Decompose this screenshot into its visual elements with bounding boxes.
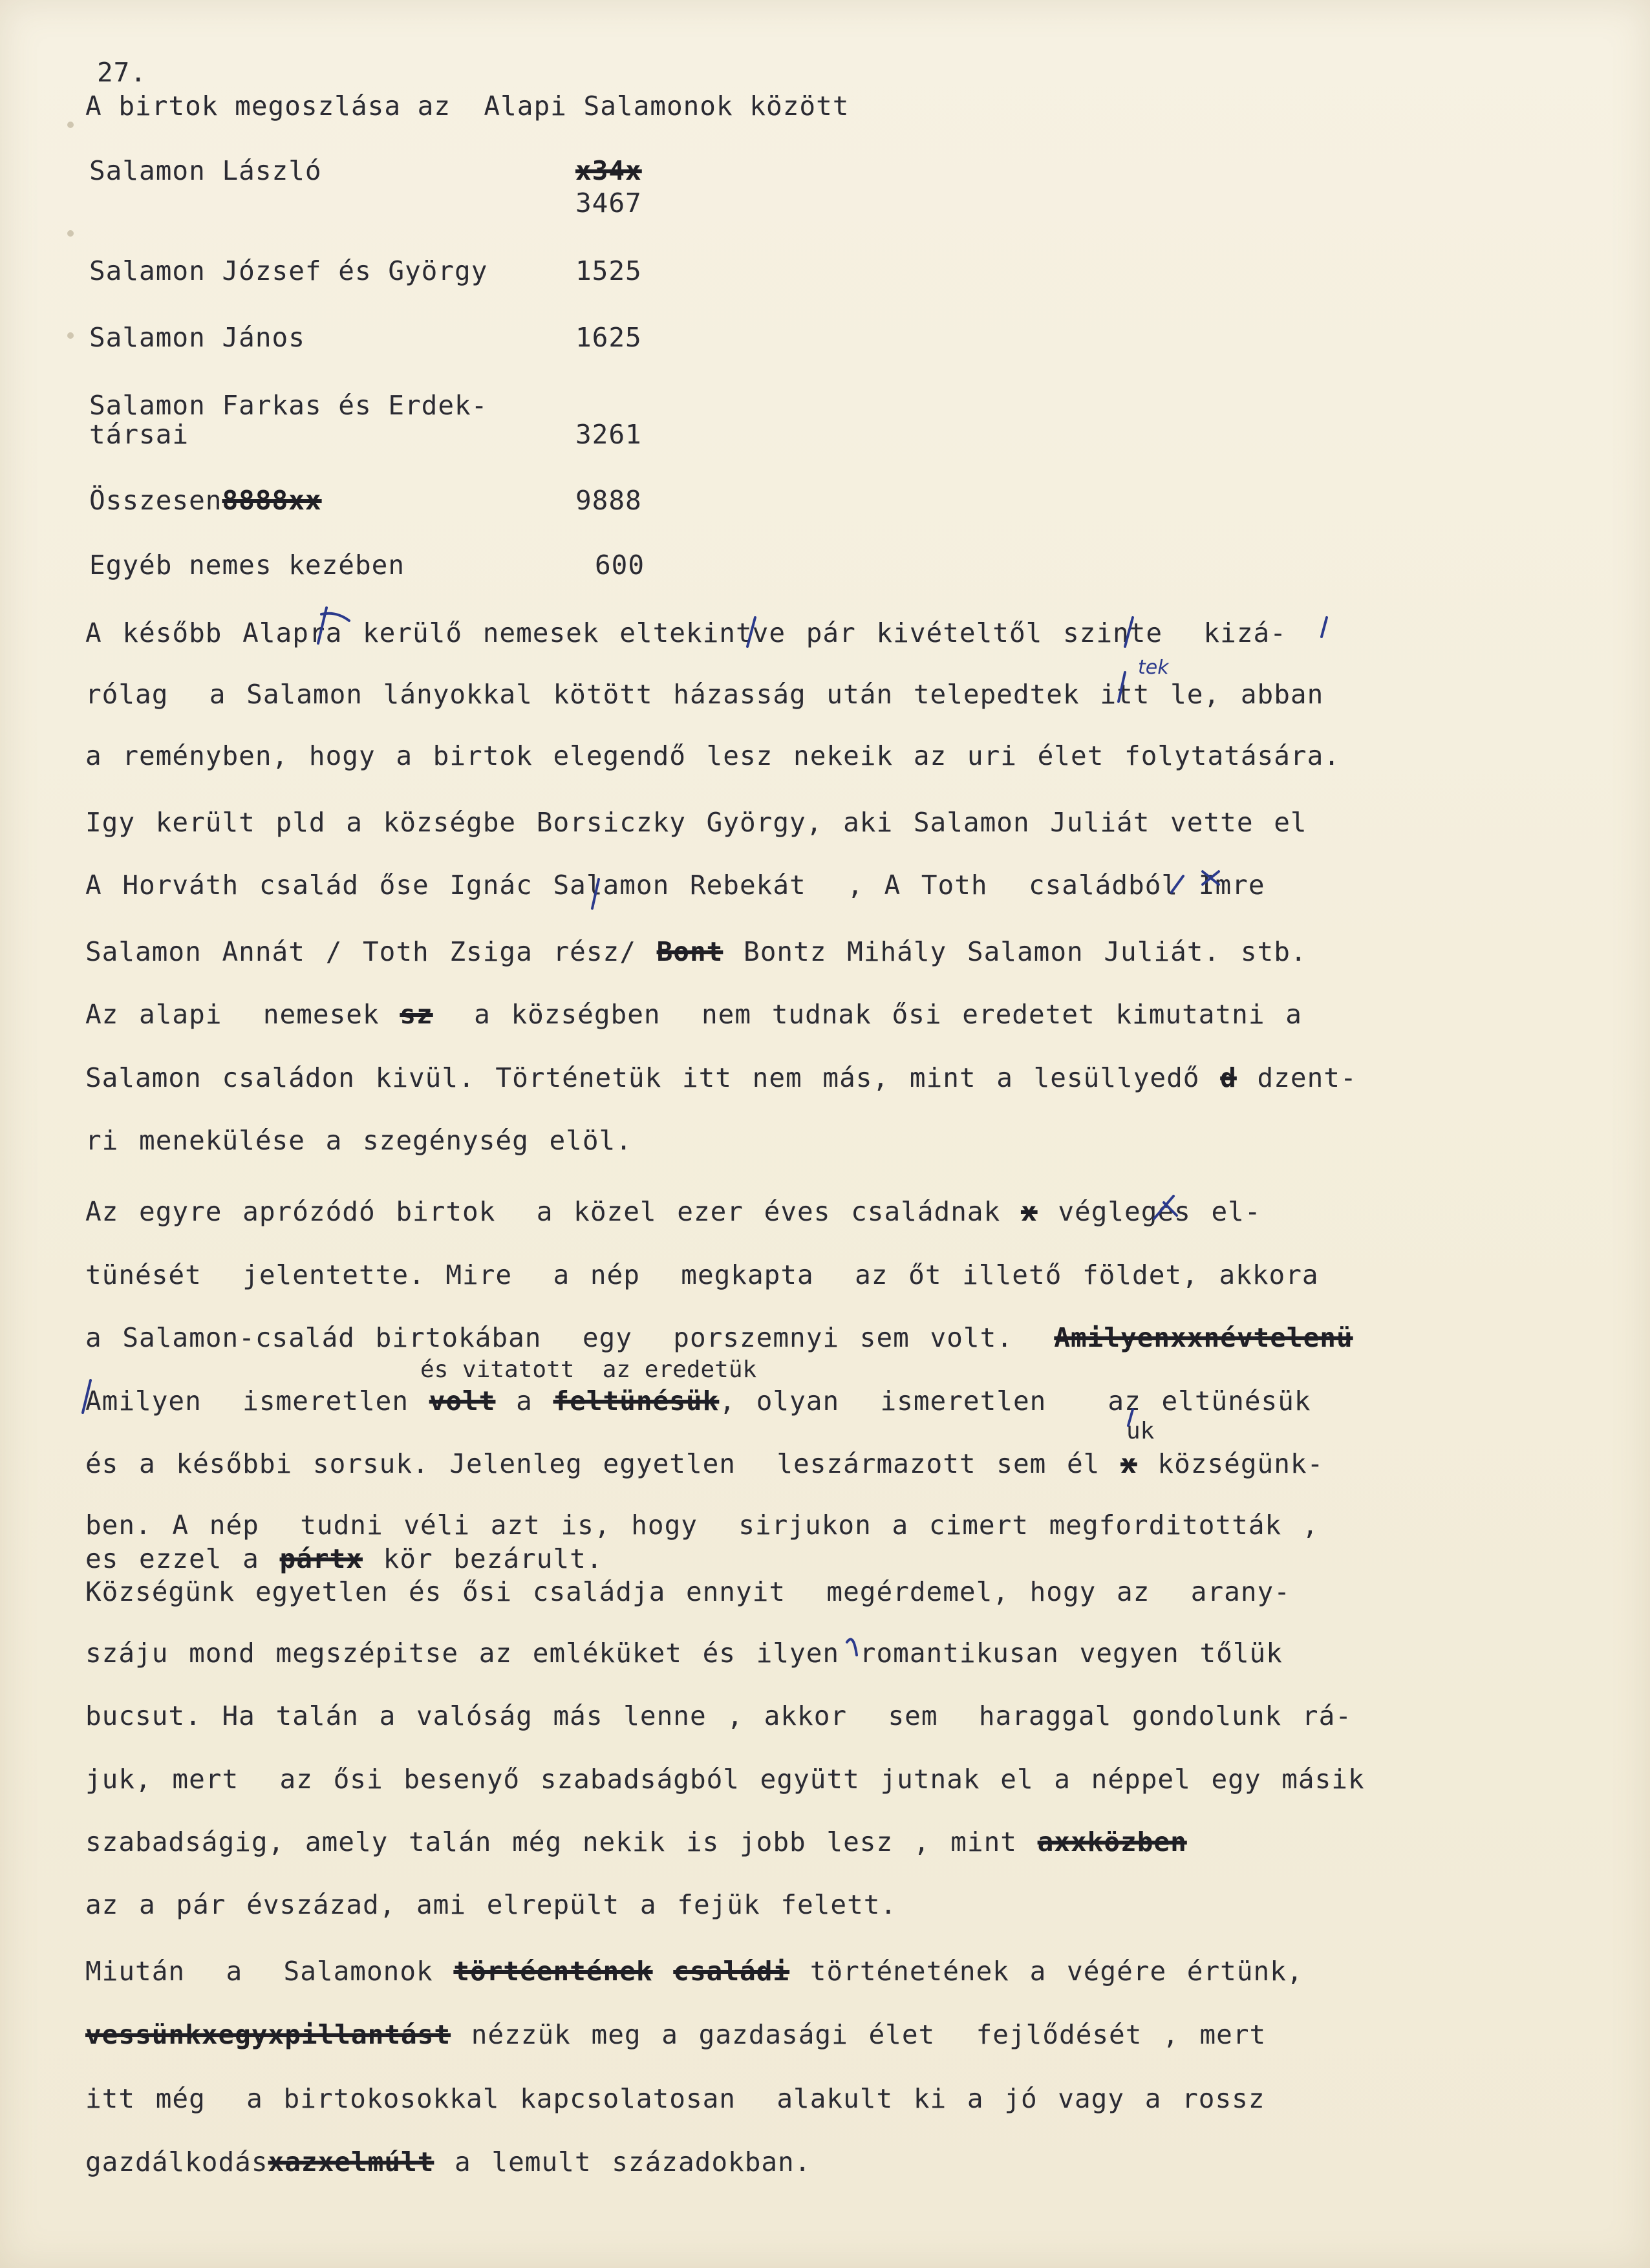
text-line: Salamon Annát / Toth Zsiga rész/ Bont Bontz Mihály Salamon Juliát. stb. [85,936,1307,967]
text-line: Az egyre aprózódó birtok a közel ezer éves családnak x végleges el- [85,1196,1261,1227]
text-line: a reményben, hogy a birtok elegendő lesz nekeik az uri élet folytatására. [85,740,1340,771]
handwritten-mark [747,617,755,647]
holding-value-struck: x34x [575,155,642,186]
handwritten-mark [1154,1196,1177,1219]
text-line: vessünkxegyxpillantást nézzük meg a gazdasági élet fejlődését , mert [85,2019,1267,2050]
text-line: Salamon családon kivül. Történetük itt nem más, mint a lesüllyedő d dzent- [85,1062,1357,1093]
handwritten-mark [1125,617,1133,647]
typed-insertion: és vitatott az eredetük [420,1356,757,1383]
handwritten-mark [1128,1409,1133,1426]
holding-name: Salamon József és György [89,255,488,286]
holding-value-total: 9888 [575,485,642,516]
text-line: itt még a birtokosokkal kapcsolatosan alakult ki a jó vagy a rossz [85,2083,1265,2114]
text-line: ri menekülése a szegénység elöl. [85,1125,632,1156]
holding-name: Salamon László [89,155,322,186]
handwritten-mark [592,879,599,908]
text-line: A Horváth család őse Ignác Salamon Rebekát , A Toth családból Imre [85,870,1265,901]
holding-name: Összesen8888xx [89,485,322,516]
holding-value: 1625 [575,322,642,353]
text-line: a Salamon-család birtokában egy porszemnyi sem volt. Amilyenxxnévtelenü [85,1322,1353,1353]
text-line: A később Alapra kerülő nemesek eltekintve pár kivételtől szinte kizá- [85,617,1287,648]
text-line: rólag a Salamon lányokkal kötött házasság után telepedtek itt le, abban [85,679,1324,710]
text-line: gazdálkodásxazxelmúlt a lemult századokban. [85,2146,811,2177]
page-number: 27. [97,57,147,88]
holding-name: Salamon János [89,322,305,353]
handwritten-mark [1203,872,1219,884]
text-line: Miután a Salamonok törtéentének családi történetének a végére értünk, [85,1956,1303,1987]
holding-name-cont: társai [89,419,189,450]
handwritten-mark [83,1380,91,1413]
text-line: és a későbbi sorsuk. Jelenleg egyetlen leszármazott sem él x községünk- [85,1448,1324,1479]
handwritten-insertion: tek [1138,656,1169,679]
holding-value: 3261 [575,419,642,450]
text-line: es ezzel a pártx kör bezárult. [85,1543,603,1574]
typed-insertion: uk [1126,1418,1155,1444]
handwritten-mark [1322,617,1327,637]
holding-name: Salamon Farkas és Erdek- [89,390,488,421]
holding-value: 1525 [575,255,642,286]
text-line: Igy került pld a községbe Borsiczky György, aki Salamon Juliát vette el [85,807,1307,838]
holding-value: 3467 [575,187,642,219]
handwritten-mark [1119,672,1125,701]
text-line: Az alapi nemesek sz a községben nem tudnak ősi eredetet kimutatni a [85,999,1302,1030]
page-title: A birtok megoszlása az Alapi Salamonok között [85,91,850,122]
text-line: tünését jelentette. Mire a nép megkapta az őt illető földet, akkora [85,1259,1319,1290]
holding-value: 600 [595,550,645,581]
text-line: ben. A nép tudni véli azt is, hogy sirjukon a cimert megforditották , [85,1510,1319,1541]
text-line: száju mond megszépitse az emléküket és ilyen romantikusan vegyen tőlük [85,1638,1283,1669]
holding-name: Egyéb nemes kezében [89,550,405,581]
text-line: az a pár évszázad, ami elrepült a fejük felett. [85,1889,897,1920]
handwritten-mark [1172,876,1183,892]
text-line: juk, mert az ősi besenyő szabadságból együtt jutnak el a néppel egy másik [85,1764,1365,1795]
handwritten-mark [847,1640,857,1656]
text-line: Községünk egyetlen és ősi családja ennyit megérdemel, hogy az arany- [85,1576,1291,1607]
text-line: szabadságig, amely talán még nekik is jobb lesz , mint axxközben [85,1826,1187,1857]
text-line: bucsut. Ha talán a valóság más lenne , akkor sem haraggal gondolunk rá- [85,1700,1352,1731]
text-line: Amilyen ismeretlen volt a feltünésük, olyan ismeretlen az eltünésük [85,1385,1311,1417]
